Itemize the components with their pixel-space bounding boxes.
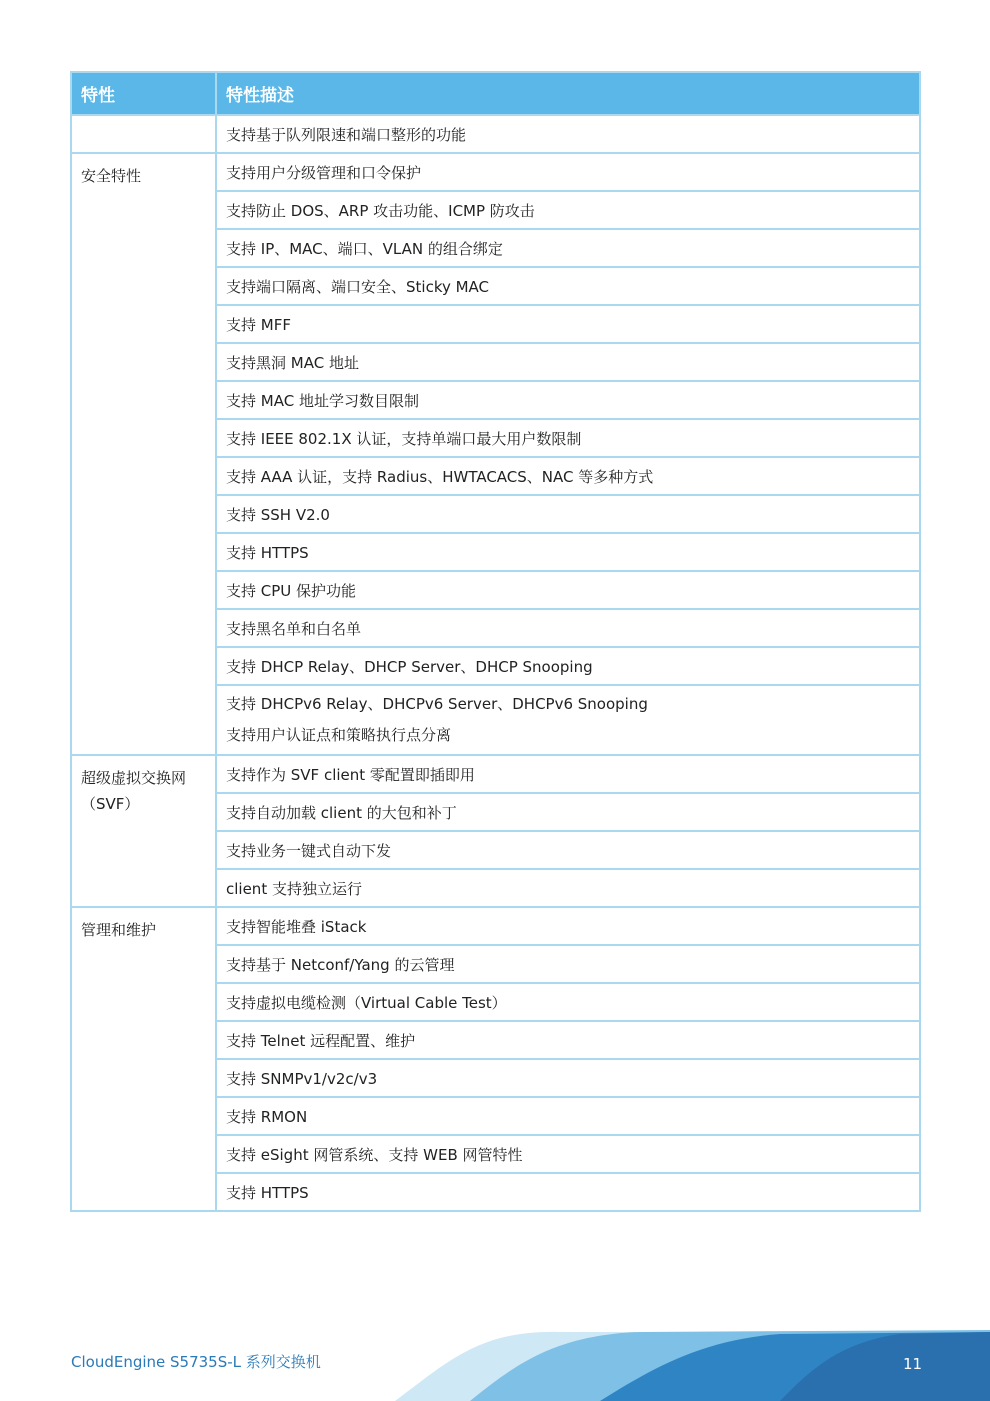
description-cell: 支持 MFF — [216, 305, 920, 343]
description-line: 支持用户认证点和策略执行点分离 — [226, 726, 452, 744]
description-cell: 支持 SSH V2.0 — [216, 495, 920, 533]
description-cell: 支持业务一键式自动下发 — [216, 831, 920, 869]
description-cell: client 支持独立运行 — [216, 869, 920, 907]
footer-product-title: CloudEngine S5735S-L 系列交换机 — [71, 1353, 321, 1371]
feature-cell: 管理和维护 — [71, 907, 216, 1211]
table-row — [71, 153, 920, 191]
description-cell: 支持 SNMPv1/v2c/v3 — [216, 1059, 920, 1097]
description-cell: 支持 MAC 地址学习数目限制 — [216, 381, 920, 419]
description-cell — [216, 685, 920, 755]
description-line: 支持 DHCPv6 Relay、DHCPv6 Server、DHCPv6 Snooping — [226, 695, 648, 713]
description-cell: 支持 IEEE 802.1X 认证，支持单端口最大用户数限制 — [216, 419, 920, 457]
description-cell: 支持用户分级管理和口令保护 — [216, 153, 920, 191]
feature-table — [70, 71, 921, 1212]
table-header-row — [71, 72, 920, 115]
description-cell: 支持基于 Netconf/Yang 的云管理 — [216, 945, 920, 983]
description-cell: 支持 AAA 认证，支持 Radius、HWTACACS、NAC 等多种方式 — [216, 457, 920, 495]
description-cell: 支持基于队列限速和端口整形的功能 — [216, 115, 920, 153]
page-number: 11 — [903, 1355, 923, 1373]
description-cell: 支持 IP、MAC、端口、VLAN 的组合绑定 — [216, 229, 920, 267]
table-row — [71, 907, 920, 945]
description-cell: 支持黑名单和白名单 — [216, 609, 920, 647]
description-cell: 支持防止 DOS、ARP 攻击功能、ICMP 防攻击 — [216, 191, 920, 229]
description-cell: 支持 Telnet 远程配置、维护 — [216, 1021, 920, 1059]
description-cell: 支持智能堆叠 iStack — [216, 907, 920, 945]
feature-cell: 安全特性 — [71, 153, 216, 755]
description-cell: 支持 CPU 保护功能 — [216, 571, 920, 609]
description-cell: 支持黑洞 MAC 地址 — [216, 343, 920, 381]
header-description: 特性描述 — [216, 72, 920, 115]
description-cell: 支持 DHCP Relay、DHCP Server、DHCP Snooping — [216, 647, 920, 685]
description-cell: 支持 RMON — [216, 1097, 920, 1135]
description-cell: 支持作为 SVF client 零配置即插即用 — [216, 755, 920, 793]
feature-cell: 超级虚拟交换网（SVF） — [71, 755, 216, 907]
header-feature: 特性 — [71, 72, 216, 115]
description-cell: 支持 HTTPS — [216, 533, 920, 571]
table-row — [71, 115, 920, 153]
description-cell: 支持虚拟电缆检测（Virtual Cable Test） — [216, 983, 920, 1021]
description-cell: 支持 HTTPS — [216, 1173, 920, 1211]
table-row — [71, 755, 920, 793]
description-cell: 支持 eSight 网管系统、支持 WEB 网管特性 — [216, 1135, 920, 1173]
description-cell: 支持端口隔离、端口安全、Sticky MAC — [216, 267, 920, 305]
description-cell: 支持自动加载 client 的大包和补丁 — [216, 793, 920, 831]
feature-cell — [71, 115, 216, 153]
